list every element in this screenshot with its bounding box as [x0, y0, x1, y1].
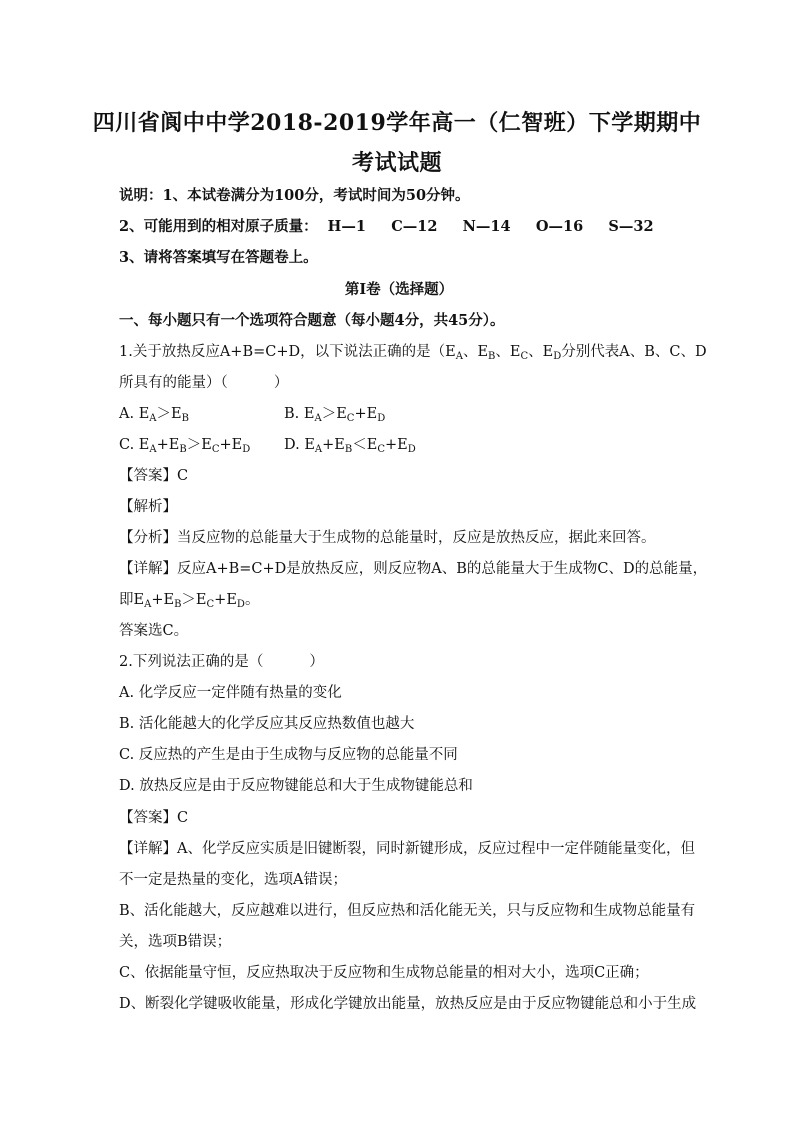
note-1: 说明：1、本试卷满分为100分，考试时间为50分钟。 [119, 187, 470, 204]
q1-option-b: B. $E_A>E_C+E_D$ [284, 406, 386, 424]
q1-option-c: C. $E_A+E_B>E_C+E_D$ [119, 437, 251, 455]
q1-stem-line1: 1.关于放热反应A+B=C+D，以下说法正确的是（$E_A$、$E_B$、$E_C$、$E_D$分别代表A、B、C、D [119, 344, 707, 362]
q2-detail-line5: C、依据能量守恒，反应热取决于反应物和生成物总能量的相对大小，选项C正确； [119, 965, 649, 981]
q2-option-a: A. 化学反应一定伴随有热量的变化 [119, 685, 342, 701]
q2-detail-line4: 关，选项B错误； [119, 934, 232, 950]
q2-option-d: D. 放热反应是由于反应物键能总和大于生成物键能总和 [119, 778, 473, 794]
document-title-line1: 四川省阆中中学2018-2019学年高一（仁智班）下学期期中 [92, 110, 702, 136]
q1-option-d: D. $E_A+E_B<E_C+E_D$ [284, 437, 416, 455]
q1-stem-line2: 所具有的能量）（ ） [119, 375, 289, 391]
q2-detail-line1: 【详解】A、化学反应实质是旧键断裂，同时新键形成，反应过程中一定伴随能量变化，但 [119, 841, 695, 857]
q1-analysis-label: 【解析】 [119, 499, 177, 515]
q1-conclusion: 答案选C。 [119, 623, 189, 639]
q1-detail-line2: 即$E_A+E_B>E_C+E_D$。 [119, 592, 260, 610]
section-instruction: 一、每小题只有一个选项符合题意（每小题4分，共45分）。 [119, 312, 505, 329]
q2-detail-line6: D、断裂化学键吸收能量，形成化学键放出能量，放热反应是由于反应物键能总和小于生成 [119, 996, 697, 1012]
q2-option-b: B. 活化能越大的化学反应其反应热数值也越大 [119, 716, 415, 732]
q1-analysis: 【分析】当反应物的总能量大于生成物的总能量时，反应是放热反应，据此来回答。 [119, 530, 656, 546]
q2-answer: 【答案】C [119, 810, 189, 826]
note-2: 2、可能用到的相对原子质量： H—1 C—12 N—14 O—16 S—32 [119, 218, 654, 235]
q2-option-c: C. 反应热的产生是由于生成物与反应物的总能量不同 [119, 747, 458, 763]
q1-detail-line1: 【详解】反应A+B=C+D是放热反应，则反应物A、B的总能量大于生成物C、D的总能量， [119, 561, 708, 577]
q1-option-a: A. $E_A>E_B$ [119, 406, 189, 424]
q2-detail-line2: 不一定是热量的变化，选项A错误； [119, 872, 347, 888]
q2-detail-line3: B、活化能越大，反应越难以进行，但反应热和活化能无关，只与反应物和生成物总能量有 [119, 903, 696, 919]
document-title-line2: 考试试题 [351, 150, 442, 176]
note-3: 3、请将答案填写在答题卷上。 [119, 249, 318, 266]
q2-stem: 2.下列说法正确的是（ ） [119, 654, 324, 670]
section-heading: 第Ⅰ卷（选择题） [344, 281, 454, 298]
q1-answer: 【答案】C [119, 468, 189, 484]
